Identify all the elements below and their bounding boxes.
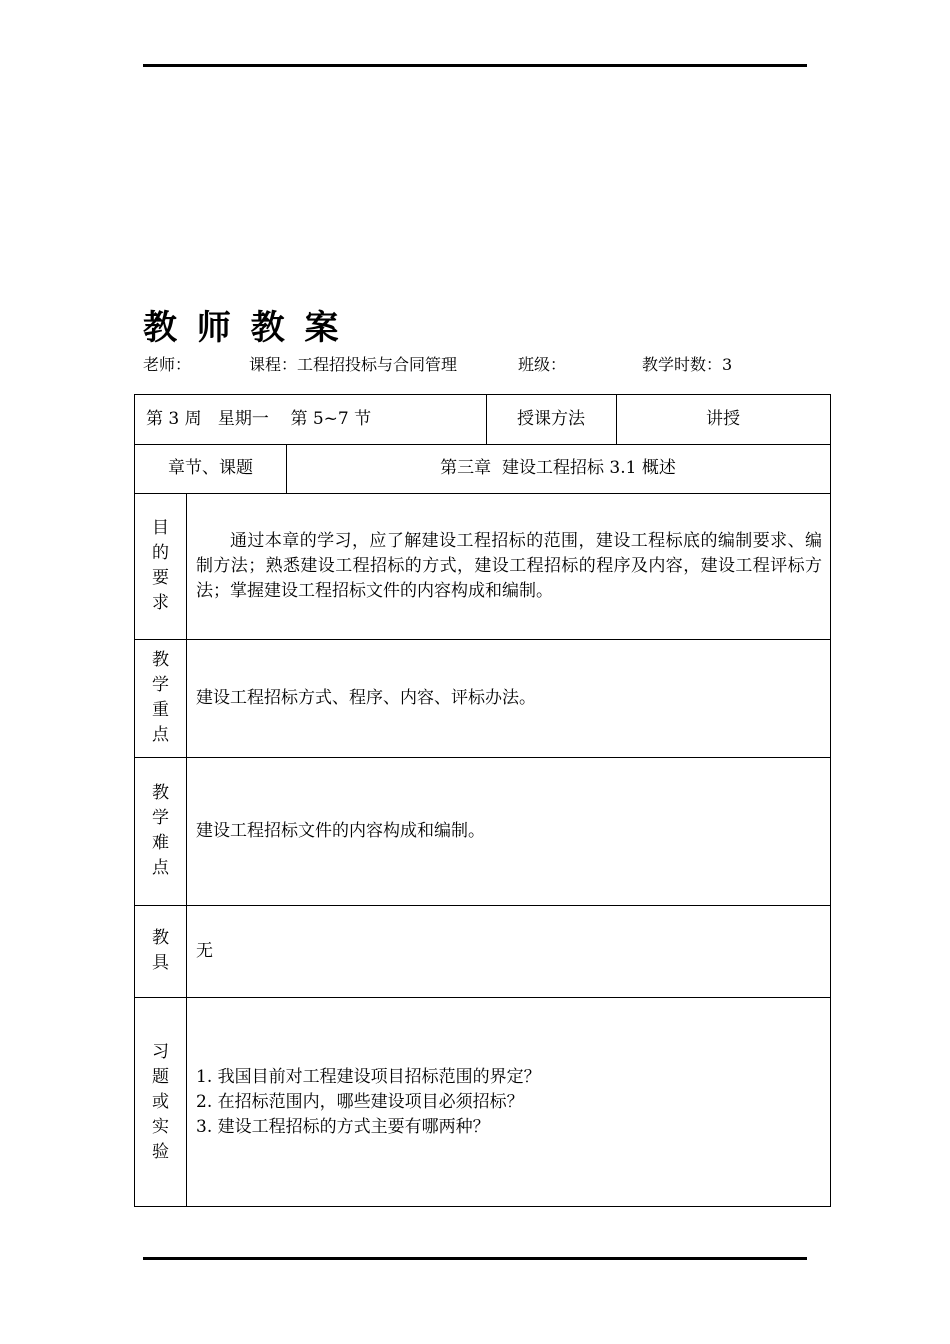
lesson-plan-table	[134, 394, 831, 1207]
method-label: 授课方法	[517, 409, 585, 429]
difficulties-text: 建设工程招标文件的内容构成和编制。	[196, 821, 485, 841]
method-value: 讲授	[706, 409, 740, 429]
difficulties-label: 教 学 难 点	[152, 783, 169, 878]
key-points-text: 建设工程招标方式、程序、内容、评标办法。	[196, 688, 536, 708]
exercise-item: 2. 在招标范围内，哪些建设项目必须招标？	[196, 1092, 524, 1112]
tools-label: 教 具	[152, 928, 169, 973]
class-label: 班级：	[518, 355, 567, 374]
teaching-hours: 教学时数：3	[642, 355, 733, 374]
chapter-title: 第三章 建设工程招标 3.1 概述	[440, 458, 676, 478]
exercise-item: 1. 我国目前对工程建设项目招标范围的界定？	[196, 1067, 541, 1087]
teacher-label: 老师：	[143, 355, 192, 374]
objectives-label: 目 的 要 求	[152, 518, 169, 613]
exercise-item: 3. 建设工程招标的方式主要有哪两种？	[196, 1117, 490, 1137]
page-title: 教 师 教 案	[143, 308, 343, 348]
key-points-label: 教 学 重 点	[152, 650, 169, 745]
tools-text: 无	[196, 941, 213, 961]
exercise-list	[196, 1065, 822, 1140]
bottom-rule	[143, 1257, 807, 1260]
top-rule	[143, 64, 807, 67]
exercises-label: 习 题 或 实 验	[152, 1042, 169, 1162]
objectives-text: 通过本章的学习，应了解建设工程招标的范围，建设工程标底的编制要求、编制方法；熟悉建设工程招标的方式，建设工程招标的程序及内容，建设工程评标方法；掌握建设工程招标文件的内容构成和编制。	[196, 531, 822, 601]
chapter-label: 章节、课题	[168, 458, 253, 478]
week-schedule: 第 3 周 星期一 第 5~7 节	[146, 409, 372, 429]
course-info: 课程：工程招投标与合同管理	[249, 355, 458, 374]
